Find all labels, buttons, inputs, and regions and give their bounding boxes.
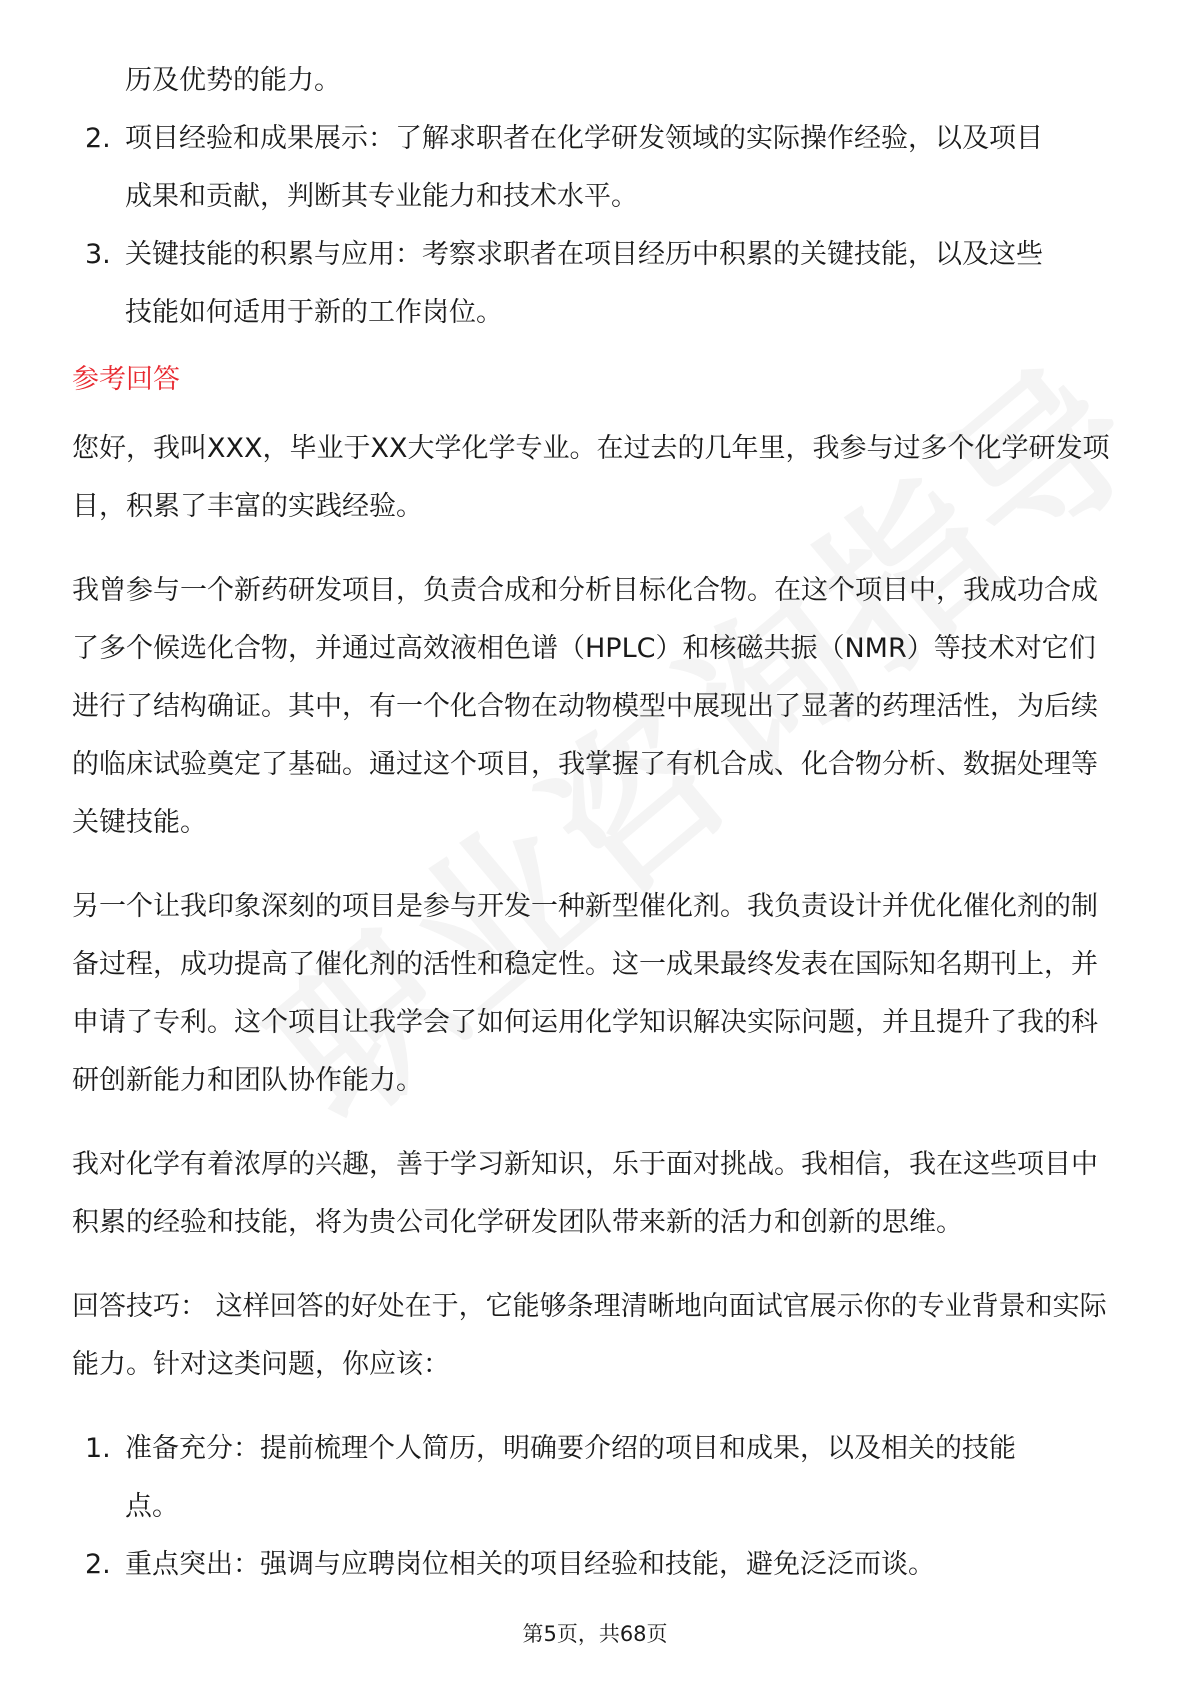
list-item-text: 关键技能的积累与应用：考察求职者在项目经历中积累的关键技能，以及这些 <box>125 239 1043 270</box>
list-item-text-cont: 成果和贡献，判断其专业能力和技术水平。 <box>125 181 638 212</box>
list-item-text-cont: 技能如何适用于新的工作岗位。 <box>125 297 503 328</box>
tips-list <box>72 1420 1122 1594</box>
list-item-text: 重点突出：强调与应聘岗位相关的项目经验和技能，避免泛泛而谈。 <box>125 1549 935 1580</box>
page-content <box>72 52 1122 1594</box>
tips-intro-paragraph: 回答技巧： 这样回答的好处在于，它能够条理清晰地向面试官展示你的专业背景和实际能力。针对这类问题，你应该： <box>72 1291 1107 1380</box>
paragraph: 另一个让我印象深刻的项目是参与开发一种新型催化剂。我负责设计并优化催化剂的制备过程，成功提高了催化剂的活性和稳定性。这一成果最终发表在国际知名期刊上，并申请了专利。这个项目让我学会了如何运用化学知识解决实际问题，并且提升了我的科研创新能力和团队协作能力。 <box>72 891 1098 1096</box>
list-number: 3. <box>85 239 111 270</box>
paragraph: 您好，我叫XXX，毕业于XX大学化学专业。在过去的几年里，我参与过多个化学研发项目，积累了丰富的实践经验。 <box>72 433 1110 522</box>
list-item <box>72 1420 1122 1536</box>
list-item <box>72 1536 1122 1594</box>
list-item <box>72 226 1122 342</box>
list-item <box>72 110 1122 226</box>
list-item-text-cont: 点。 <box>125 1491 179 1522</box>
paragraph: 我曾参与一个新药研发项目，负责合成和分析目标化合物。在这个项目中，我成功合成了多个候选化合物，并通过高效液相色谱（HPLC）和核磁共振（NMR）等技术对它们进行了结构确证。其中，有一个化合物在动物模型中展现出了显著的药理活性，为后续的临床试验奠定了基础。通过这个项目，我掌握了有机合成、化合物分析、数据处理等关键技能。 <box>72 575 1098 838</box>
list-number: 2. <box>85 1549 111 1580</box>
list-number: 2. <box>85 123 111 154</box>
list-item-continuation: 历及优势的能力。 <box>125 65 341 96</box>
list-number: 1. <box>85 1433 111 1464</box>
section-heading: 参考回答 <box>72 364 180 395</box>
criteria-list <box>72 110 1122 342</box>
list-item-text: 准备充分：提前梳理个人简历，明确要介绍的项目和成果，以及相关的技能 <box>125 1433 1016 1464</box>
paragraph: 我对化学有着浓厚的兴趣，善于学习新知识，乐于面对挑战。我相信，我在这些项目中积累的经验和技能，将为贵公司化学研发团队带来新的活力和创新的思维。 <box>72 1149 1098 1238</box>
page-footer: 第5页，共68页 <box>522 1622 668 1646</box>
list-item-text: 项目经验和成果展示：了解求职者在化学研发领域的实际操作经验，以及项目 <box>125 123 1043 154</box>
